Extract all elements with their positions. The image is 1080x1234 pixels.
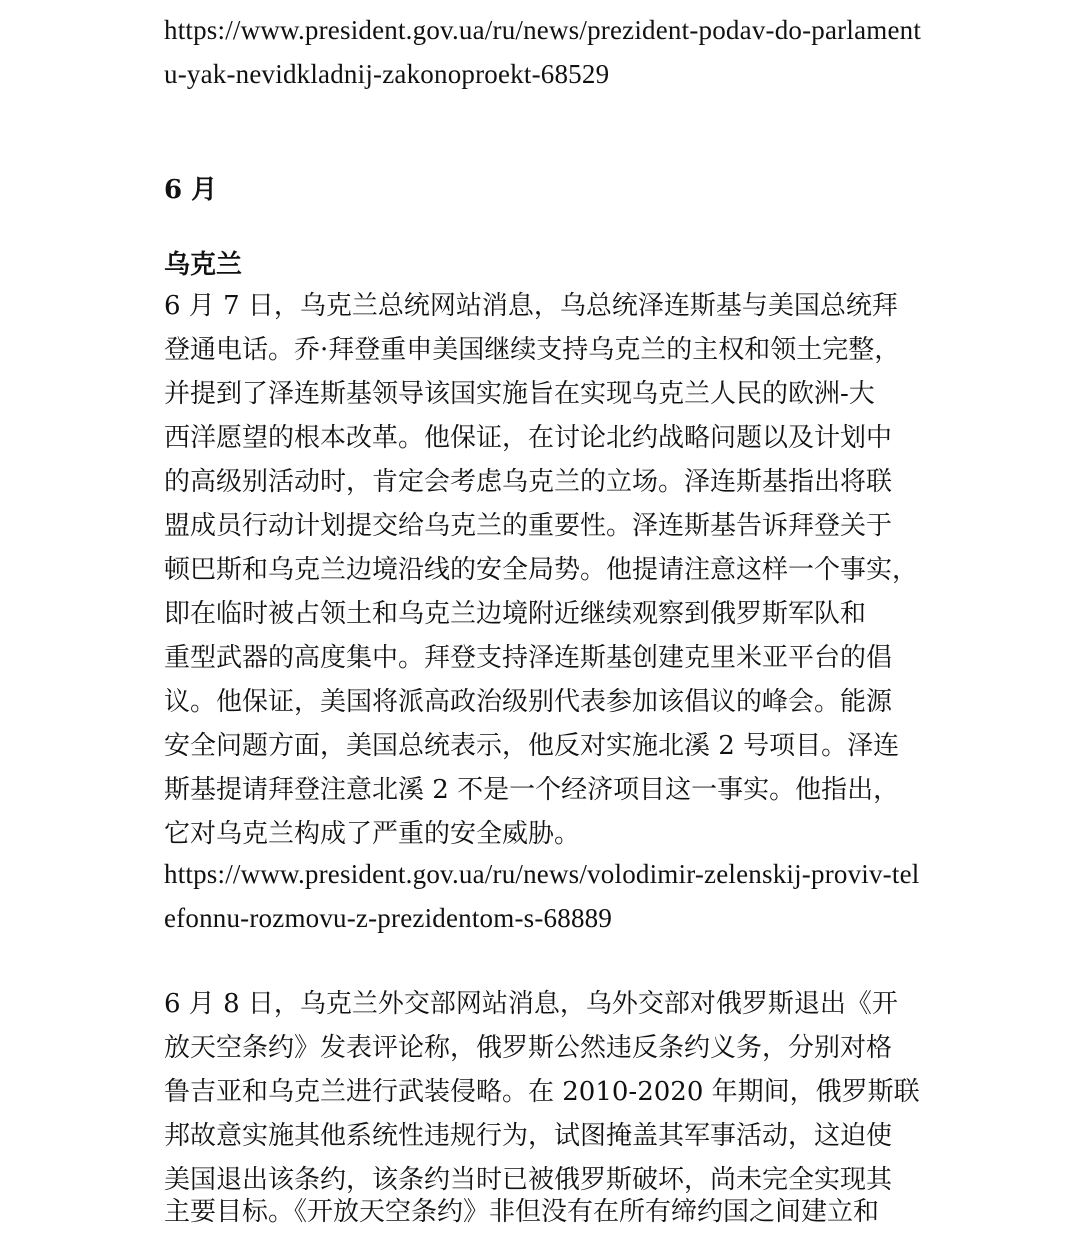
paragraph-line: 即在临时被占领土和乌克兰边境附近继续观察到俄罗斯军队和 bbox=[164, 599, 867, 629]
paragraph-line: 并提到了泽连斯基领导该国实施旨在实现乌克兰人民的欧洲-大 bbox=[164, 379, 875, 409]
paragraph-line: 的高级别活动时，肯定会考虑乌克兰的立场。泽连斯基指出将联 bbox=[164, 467, 893, 497]
paragraph-line: 安全问题方面，美国总统表示，他反对实施北溪 2 号项目。泽连 bbox=[164, 731, 900, 761]
paragraph-line: 盟成员行动计划提交给乌克兰的重要性。泽连斯基告诉拜登关于 bbox=[164, 511, 893, 541]
paragraph-line: 议。他保证，美国将派高政治级别代表参加该倡议的峰会。能源 bbox=[164, 687, 893, 717]
source-url-line: https://www.president.gov.ua/ru/news/volodimir-zelenskij-proviv-tel bbox=[164, 859, 920, 889]
paragraph-line: 6 月 8 日，乌克兰外交部网站消息，乌外交部对俄罗斯退出《开 bbox=[164, 989, 898, 1019]
source-url-line: https://www.president.gov.ua/ru/news/prezident-podav-do-parlament bbox=[164, 15, 922, 45]
paragraph-line: 邦故意实施其他系统性违规行为，试图掩盖其军事活动，这迫使 bbox=[164, 1121, 893, 1151]
paragraph-line: 西洋愿望的根本改革。他保证，在讨论北约战略问题以及计划中 bbox=[164, 423, 893, 453]
paragraph-line: 鲁吉亚和乌克兰进行武装侵略。在 2010-2020 年期间，俄罗斯联 bbox=[164, 1077, 920, 1107]
paragraph-line: 美国退出该条约，该条约当时已被俄罗斯破坏，尚未完全实现其 bbox=[164, 1165, 893, 1195]
month-heading: 6 月 bbox=[164, 175, 218, 205]
paragraph-line: 顿巴斯和乌克兰边境沿线的安全局势。他提请注意这样一个事实， bbox=[164, 555, 919, 585]
country-heading: 乌克兰 bbox=[164, 250, 243, 280]
paragraph-line: 放天空条约》发表评论称，俄罗斯公然违反条约义务，分别对格 bbox=[164, 1033, 893, 1063]
paragraph-line: 6 月 7 日，乌克兰总统网站消息，乌总统泽连斯基与美国总统拜 bbox=[164, 291, 898, 321]
paragraph-line: 斯基提请拜登注意北溪 2 不是一个经济项目这一事实。他指出， bbox=[164, 775, 900, 805]
paragraph-line: 主要目标。《开放天空条约》非但没有在所有缔约国之间建立和 bbox=[164, 1197, 880, 1227]
paragraph-line: 登通电话。乔·拜登重申美国继续支持乌克兰的主权和领土完整， bbox=[164, 335, 901, 365]
paragraph-line: 它对乌克兰构成了严重的安全威胁。 bbox=[164, 819, 581, 849]
paragraph-line: 重型武器的高度集中。拜登支持泽连斯基创建克里米亚平台的倡 bbox=[164, 643, 893, 673]
source-url-line: u-yak-nevidkladnij-zakonoproekt-68529 bbox=[164, 59, 610, 89]
source-url-line: efonnu-rozmovu-z-prezidentom-s-68889 bbox=[164, 903, 613, 933]
